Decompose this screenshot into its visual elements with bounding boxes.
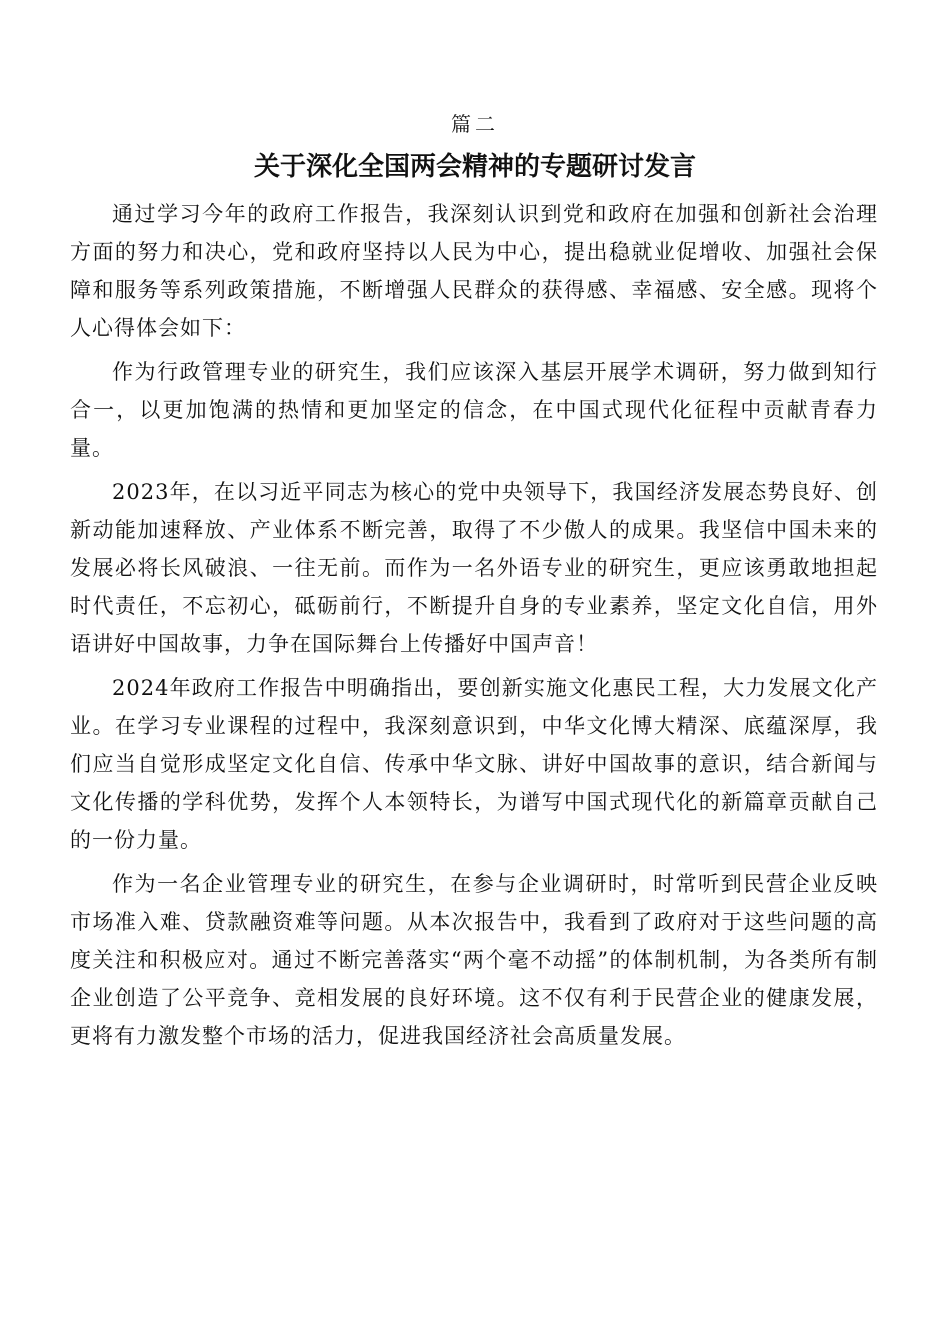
paragraph: 2024年政府工作报告中明确指出，要创新实施文化惠民工程，大力发展文化产业。在学习专业课程的过程中，我深刻意识到，中华文化博大精深、底蕴深厚，我们应当自觉形成坚定文化自信、传承中华文脉、讲好中国故事的意识，结合新闻与文化传播的学科优势，发挥个人本领特长，为谱写中国式现代化的新篇章贡献自己的一份力量。: [70, 676, 878, 852]
section-label: 篇二: [451, 112, 499, 136]
paragraph: 通过学习今年的政府工作报告，我深刻认识到党和政府在加强和创新社会治理方面的努力和决心，党和政府坚持以人民为中心，提出稳就业促增收、加强社会保障和服务等系列政策措施，不断增强人民群众的获得感、幸福感、安全感。现将个人心得体会如下：: [70, 202, 878, 340]
document-body: [70, 195, 878, 1061]
paragraph: 作为一名企业管理专业的研究生，在参与企业调研时，时常听到民营企业反映市场准入难、贷款融资难等问题。从本次报告中，我看到了政府对于这些问题的高度关注和积极应对。通过不断完善落实“两个毫不动摇”的体制机制，为各类所有制企业创造了公平竞争、竞相发展的良好环境。这不仅有利于民营企业的健康发展，更将有力激发整个市场的活力，促进我国经济社会高质量发展。: [70, 872, 878, 1048]
paragraph: 作为行政管理专业的研究生，我们应该深入基层开展学术调研，努力做到知行合一，以更加饱满的热情和更加坚定的信念，在中国式现代化征程中贡献青春力量。: [70, 360, 878, 460]
paragraph: 2023年，在以习近平同志为核心的党中央领导下，我国经济发展态势良好、创新动能加速释放、产业体系不断完善，取得了不少傲人的成果。我坚信中国未来的发展必将长风破浪、一往无前。而作为一名外语专业的研究生，更应该勇敢地担起时代责任，不忘初心，砥砺前行，不断提升自身的专业素养，坚定文化自信，用外语讲好中国故事，力争在国际舞台上传播好中国声音！: [70, 480, 878, 656]
document-title: 关于深化全国两会精神的专题研讨发言: [253, 152, 696, 182]
